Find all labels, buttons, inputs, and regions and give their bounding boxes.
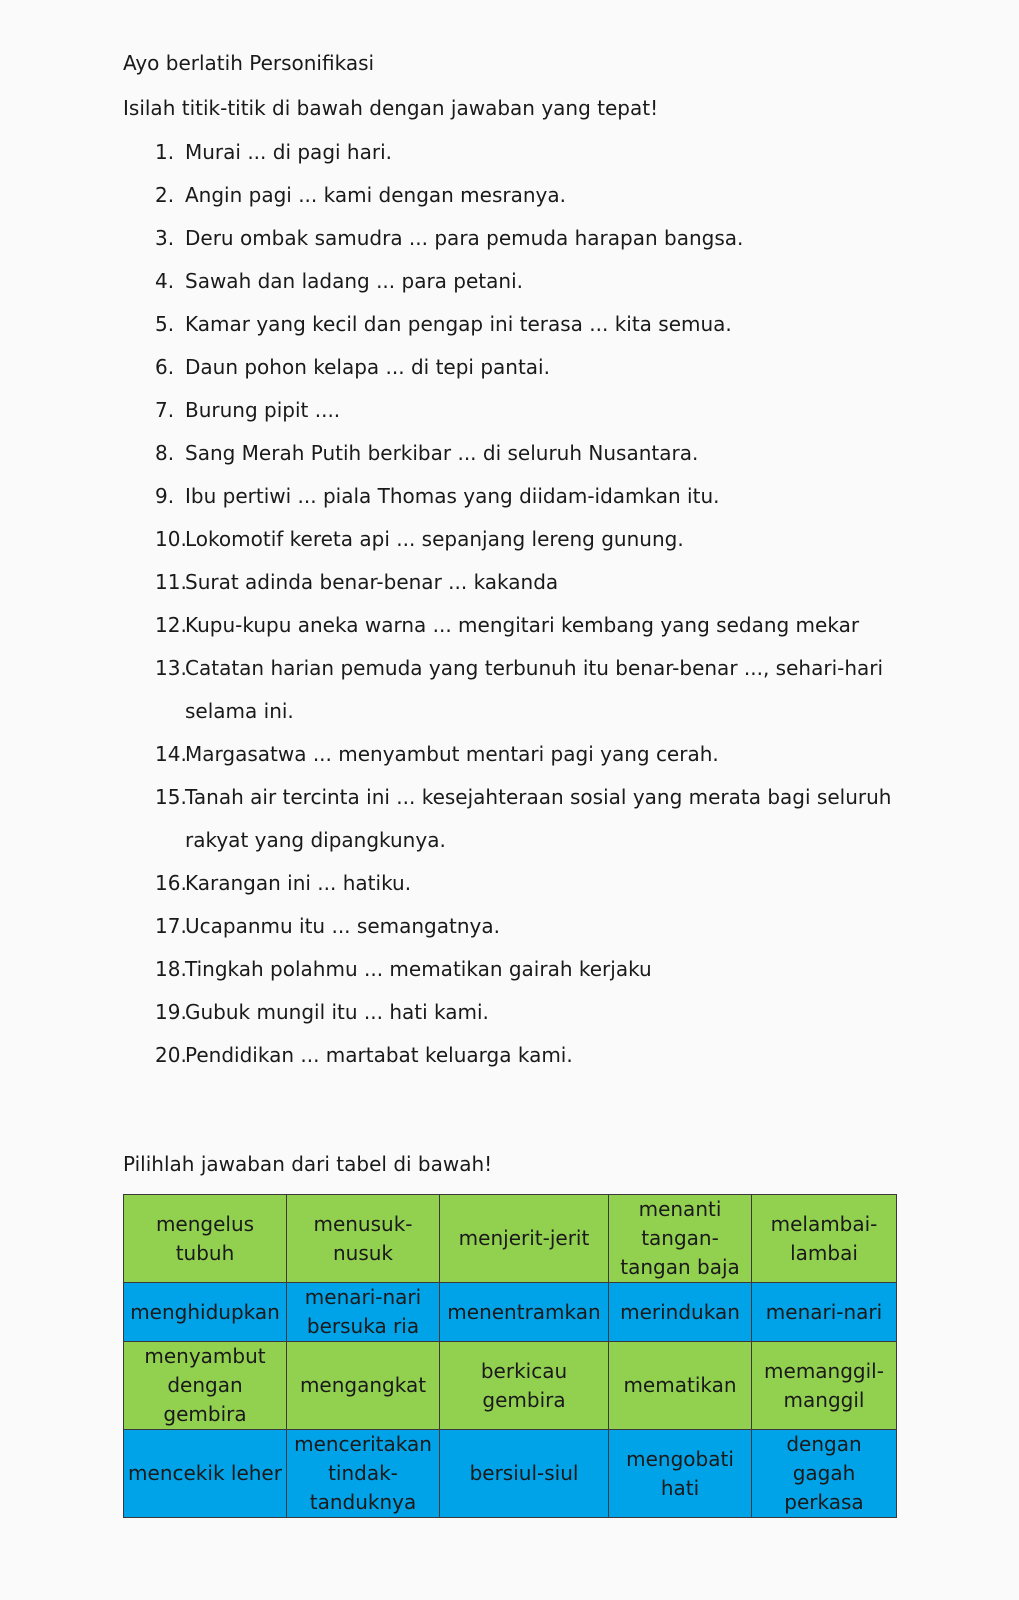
- answer-cell: menghidupkan: [124, 1283, 287, 1342]
- question-item: [155, 269, 523, 293]
- question-item: [155, 312, 732, 336]
- question-number: 13.: [155, 656, 187, 680]
- answer-cell: dengan gagah perkasa: [752, 1430, 897, 1518]
- answer-cell: mematikan: [609, 1342, 752, 1430]
- question-number: 8.: [155, 441, 175, 465]
- question-item: [155, 570, 559, 594]
- question-number: 20.: [155, 1043, 187, 1067]
- choose-answer-label: Pilihlah jawaban dari tabel di bawah!: [123, 1152, 493, 1176]
- instruction-text: Isilah titik-titik di bawah dengan jawaban yang tepat!: [123, 96, 659, 120]
- question-item: [155, 1043, 573, 1067]
- answer-cell: menentramkan: [440, 1283, 609, 1342]
- question-item: [155, 785, 892, 809]
- question-continuation: rakyat yang dipangkunya.: [185, 828, 446, 852]
- question-number: 19.: [155, 1000, 187, 1024]
- question-text: Surat adinda benar-benar ... kakanda: [185, 570, 559, 594]
- answer-cell: memanggil-manggil: [752, 1342, 897, 1430]
- question-text: Tingkah polahmu ... mematikan gairah kerjaku: [185, 957, 652, 981]
- answer-cell: mengelus tubuh: [124, 1195, 287, 1283]
- question-number: 2.: [155, 183, 175, 207]
- question-item: [155, 527, 684, 551]
- question-text: Gubuk mungil itu ... hati kami.: [185, 1000, 489, 1024]
- question-continuation: selama ini.: [185, 699, 294, 723]
- question-number: 3.: [155, 226, 175, 250]
- answer-cell: bersiul-siul: [440, 1430, 609, 1518]
- answer-cell: menceritakan tindak-tanduknya: [287, 1430, 440, 1518]
- question-text: Margasatwa ... menyambut mentari pagi yang cerah.: [185, 742, 719, 766]
- question-number: 7.: [155, 398, 175, 422]
- question-text: Burung pipit ....: [185, 398, 341, 422]
- question-item: [155, 398, 341, 422]
- question-text: Catatan harian pemuda yang terbunuh itu benar-benar ..., sehari-hari: [185, 656, 884, 680]
- answer-cell: menusuk-nusuk: [287, 1195, 440, 1283]
- question-number: 4.: [155, 269, 175, 293]
- answer-cell: mengangkat: [287, 1342, 440, 1430]
- answer-cell: melambai-lambai: [752, 1195, 897, 1283]
- question-item: [155, 183, 566, 207]
- question-item: [155, 226, 744, 250]
- question-text: Kupu-kupu aneka warna ... mengitari kembang yang sedang mekar: [185, 613, 860, 637]
- question-item: [155, 914, 500, 938]
- question-text: Angin pagi ... kami dengan mesranya.: [185, 183, 566, 207]
- table-row: [124, 1342, 897, 1430]
- question-text: Ibu pertiwi ... piala Thomas yang diidam-idamkan itu.: [185, 484, 720, 508]
- question-text: Tanah air tercinta ini ... kesejahteraan sosial yang merata bagi seluruh: [185, 785, 892, 809]
- question-number: 9.: [155, 484, 175, 508]
- answer-cell: menyambut dengan gembira: [124, 1342, 287, 1430]
- question-text: Lokomotif kereta api ... sepanjang lereng gunung.: [185, 527, 684, 551]
- question-number: 6.: [155, 355, 175, 379]
- question-item: [155, 613, 860, 637]
- question-item: [155, 871, 412, 895]
- question-item: [155, 484, 720, 508]
- question-item: [155, 656, 884, 680]
- question-text: Sang Merah Putih berkibar ... di seluruh Nusantara.: [185, 441, 699, 465]
- question-number: 10.: [155, 527, 187, 551]
- answer-table: [123, 1194, 897, 1518]
- question-text: Murai ... di pagi hari.: [185, 140, 392, 164]
- question-number: 17.: [155, 914, 187, 938]
- question-item: [155, 441, 699, 465]
- question-text: Karangan ini ... hatiku.: [185, 871, 412, 895]
- question-item: [155, 140, 392, 164]
- question-text: Sawah dan ladang ... para petani.: [185, 269, 523, 293]
- answer-cell: menari-nari: [752, 1283, 897, 1342]
- question-number: 1.: [155, 140, 175, 164]
- answer-cell: merindukan: [609, 1283, 752, 1342]
- answer-cell: menanti tangan-tangan baja: [609, 1195, 752, 1283]
- question-item: [155, 1000, 489, 1024]
- question-number: 18.: [155, 957, 187, 981]
- answer-cell: mengobati hati: [609, 1430, 752, 1518]
- question-number: 16.: [155, 871, 187, 895]
- answer-cell: menari-nari bersuka ria: [287, 1283, 440, 1342]
- question-number: 12.: [155, 613, 187, 637]
- answer-cell: mencekik leher: [124, 1430, 287, 1518]
- question-item: [155, 742, 719, 766]
- answer-cell: menjerit-jerit: [440, 1195, 609, 1283]
- question-text: Daun pohon kelapa ... di tepi pantai.: [185, 355, 550, 379]
- question-number: 15.: [155, 785, 187, 809]
- page-heading: Ayo berlatih Personifikasi: [123, 51, 375, 75]
- table-row: [124, 1430, 897, 1518]
- question-number: 5.: [155, 312, 175, 336]
- question-text: Deru ombak samudra ... para pemuda harapan bangsa.: [185, 226, 744, 250]
- question-text: Kamar yang kecil dan pengap ini terasa ... kita semua.: [185, 312, 732, 336]
- question-item: [155, 957, 652, 981]
- question-number: 14.: [155, 742, 187, 766]
- table-row: [124, 1195, 897, 1283]
- question-number: 11.: [155, 570, 187, 594]
- table-row: [124, 1283, 897, 1342]
- question-item: [155, 355, 550, 379]
- question-text: Ucapanmu itu ... semangatnya.: [185, 914, 500, 938]
- answer-cell: berkicau gembira: [440, 1342, 609, 1430]
- question-text: Pendidikan ... martabat keluarga kami.: [185, 1043, 573, 1067]
